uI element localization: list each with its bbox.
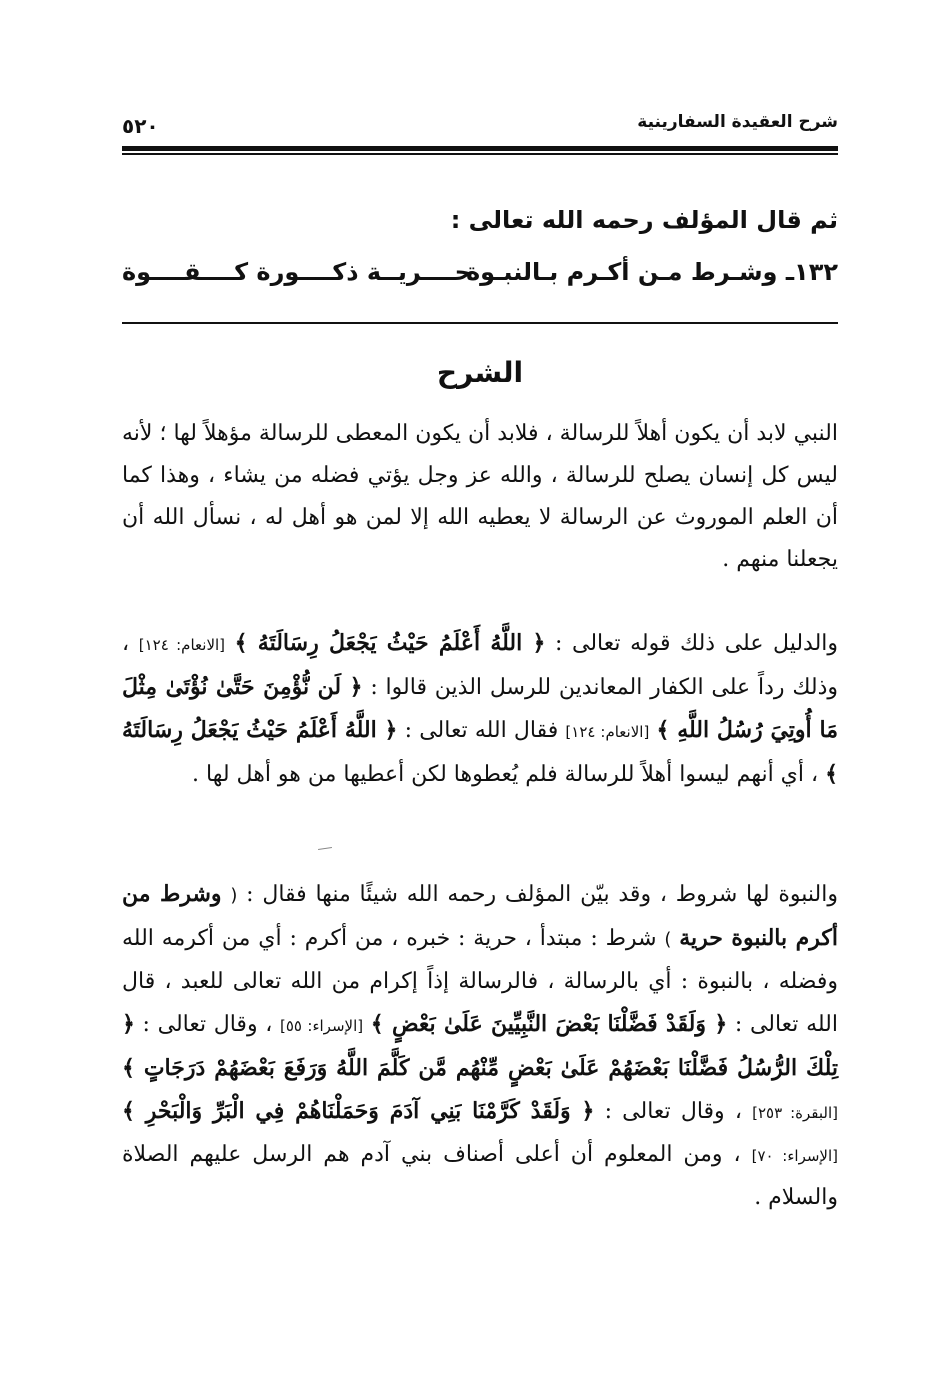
text-span: ، وقال تعالى : bbox=[142, 1012, 273, 1037]
stray-mark bbox=[318, 847, 332, 850]
quran-reference: [البقرة: ٢٥٣] bbox=[752, 1104, 838, 1122]
quran-quote: ﴿ اللَّهُ أَعْلَمُ حَيْثُ يَجْعَلُ رِسَالَتَهُ ﴾ bbox=[122, 717, 838, 787]
header-rule-thin bbox=[122, 153, 838, 155]
text-span: فقال الله تعالى : bbox=[404, 718, 559, 743]
verse-first-hemistich: ١٣٢ـ وشـرط مـن أكـرم بـالنبـوة bbox=[466, 258, 838, 286]
paragraph-1: النبي لابد أن يكون أهلاً للرسالة ، فلابد أن يكون المعطى للرسالة مؤهلاً لها ؛ لأنه ليس كل إنسان يصلح للرسالة ، والله عز وجل يؤتي فضله من يشاء ، وهذا كما أن العلم الموروث عن الرسالة لا يعطيه الله إلا لمن هو أهل له ، نسأل الله أن يجعلنا منهم . bbox=[122, 421, 839, 572]
text-span: ، أي أنهم ليسوا أهلاً للرسالة فلم يُعطوها لكن أعطيها من هو أهل لها . bbox=[192, 762, 819, 787]
running-title: شرح العقيدة السفارينية bbox=[637, 112, 838, 132]
bracket-close: ) bbox=[664, 929, 672, 950]
text-span: والنبوة لها شروط ، وقد بيّن المؤلف رحمه الله شيئًا منها فقال : bbox=[246, 882, 839, 907]
quran-reference: [الانعام: ١٢٤] bbox=[565, 723, 650, 741]
verse bbox=[122, 258, 838, 298]
quran-quote: ﴿ اللَّهُ أَعْلَمُ حَيْثُ يَجْعَلُ رِسَالَتَهُ ﴾ bbox=[234, 630, 546, 656]
quran-quote: ﴿ وَلَقَدْ كَرَّمْنَا بَنِي آدَمَ وَحَمَلْنَاهُمْ فِي الْبَرِّ وَالْبَحْرِ ﴾ bbox=[122, 1098, 595, 1124]
section-heading: الشرح bbox=[436, 356, 524, 389]
intro-line: ثم قال المؤلف رحمه الله تعالى : bbox=[450, 206, 838, 234]
text-span: ، ومن المعلوم أن أعلى أصناف بني آدم هم الرسل عليهم الصلاة والسلام . bbox=[122, 1142, 838, 1210]
page-number: ٥٢٠ bbox=[122, 114, 159, 138]
header-rule-thick bbox=[122, 146, 838, 151]
text-span: شرط : مبتدأ ، حرية : خبره ، من أكرم : أي من أكرمه الله وفضله ، بالنبوة : أي بالرسالة ، فالرسالة إذاً إكرام من الله تعالى للعبد ، قال الله تعالى : bbox=[122, 926, 838, 1037]
quran-quote: ﴿ لَن نُّؤْمِنَ حَتَّىٰ نُؤْتَىٰ مِثْلَ مَا أُوتِيَ رُسُلُ اللَّهِ ﴾ bbox=[122, 674, 838, 743]
verse-second-hemistich: حــــريــة ذكــــورة كــــقــــوة bbox=[122, 258, 472, 286]
quran-reference: [الإسراء: ٥٥] bbox=[279, 1017, 364, 1035]
verse-divider bbox=[122, 322, 838, 324]
quran-quote: ﴿ تِلْكَ الرُّسُلُ فَضَّلْنَا بَعْضَهُمْ عَلَىٰ بَعْضٍ مِّنْهُم مَّن كَلَّمَ اللَّهُ وَرَفَعَ بَعْضَهُمْ دَرَجَاتٍ ﴾ bbox=[122, 1011, 838, 1081]
text-span: والدليل على ذلك قوله تعالى : bbox=[555, 631, 839, 656]
text-span: ، وقال تعالى : bbox=[604, 1099, 742, 1124]
quran-reference: [الانعام: ١٢٤] bbox=[138, 636, 226, 654]
paragraph-3 bbox=[122, 873, 838, 1219]
quran-quote: ﴿ وَلَقَدْ فَضَّلْنَا بَعْضَ النَّبِيِّينَ عَلَىٰ بَعْضٍ ﴾ bbox=[370, 1011, 728, 1037]
running-header bbox=[122, 110, 838, 142]
text-span: ، وذلك رداً على الكفار المعاندين للرسل الذين قالوا : bbox=[122, 631, 839, 700]
paragraph-2 bbox=[122, 622, 838, 796]
verse-quote: وشرط من أكرم بالنبوة حرية bbox=[122, 881, 838, 951]
quran-reference: [الإسراء: ٧٠] bbox=[751, 1147, 838, 1165]
bracket-open: ( bbox=[230, 885, 238, 906]
